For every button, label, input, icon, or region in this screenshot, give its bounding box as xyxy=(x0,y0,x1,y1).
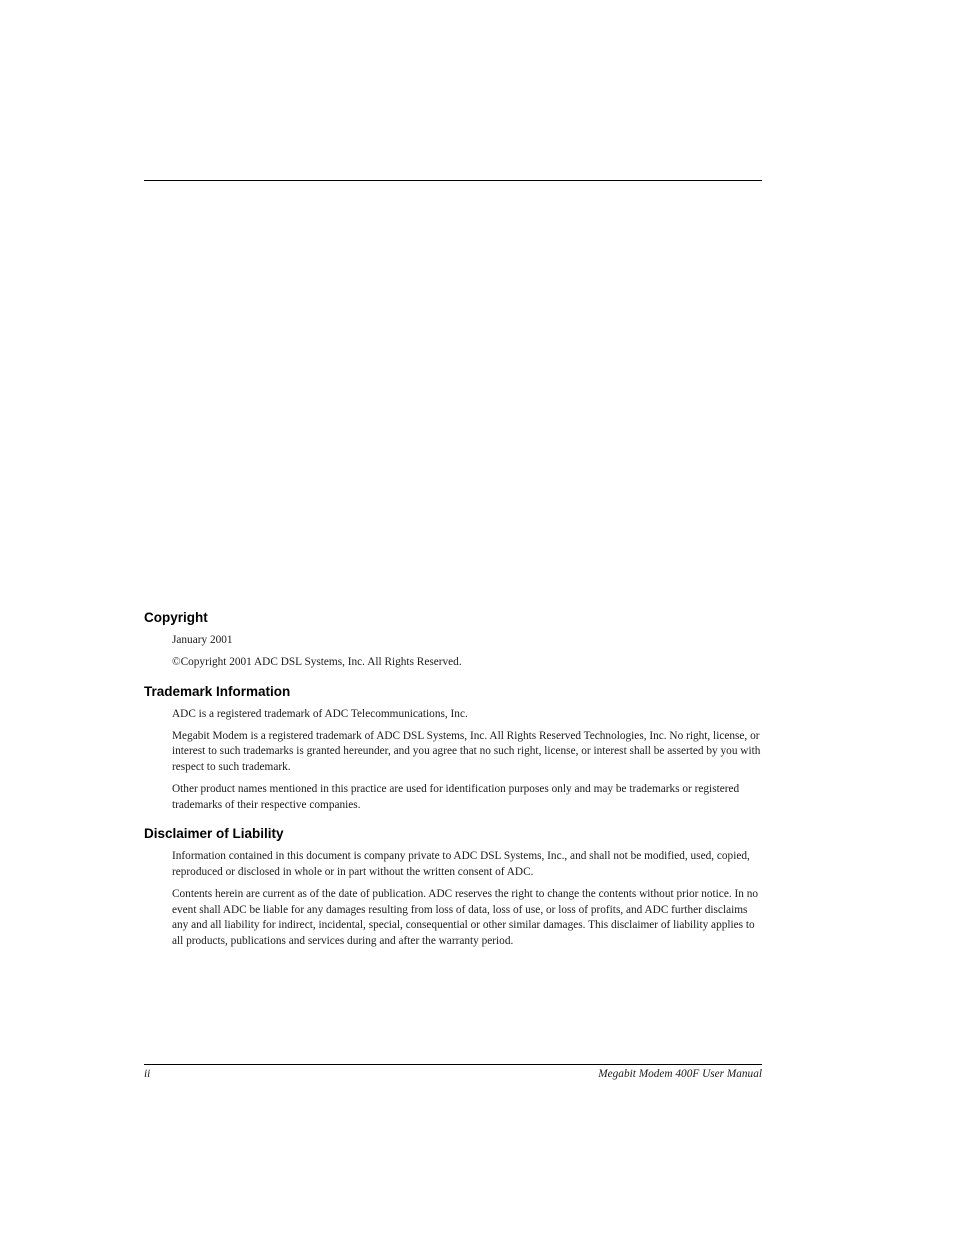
page-footer xyxy=(144,1068,762,1080)
trademark-section xyxy=(144,684,762,814)
manual-title: Megabit Modem 400F User Manual xyxy=(598,1068,762,1080)
disclaimer-section xyxy=(144,826,762,949)
page-content xyxy=(144,610,762,962)
trademark-paragraph-2: Megabit Modem is a registered trademark of ADC DSL Systems, Inc. All Rights Reserved Technologies, Inc. No right, license, or interest to such trademarks is granted hereunder, and you agree that no such right, license, or interest shall be asserted by you with respect to such trademark. xyxy=(172,729,761,773)
trademark-paragraph-3: Other product names mentioned in this practice are used for identification purposes only and may be trademarks or registered trademarks of their respective companies. xyxy=(172,783,740,811)
page-number: ii xyxy=(144,1068,151,1080)
disclaimer-paragraph-2: Contents herein are current as of the date of publication. ADC reserves the right to change the contents without prior notice. In no event shall ADC be liable for any damages resulting from loss of data, loss of use, or loss of profits, and ADC further disclaims any and all liability for indirect, incidental, special, consequential or other similar damages. This disclaimer of liability applies to all products, publications and services during and after the warranty period. xyxy=(172,887,759,947)
footer-rule xyxy=(144,1064,762,1065)
copyright-heading: Copyright xyxy=(144,610,208,625)
disclaimer-paragraph-1: Information contained in this document is company private to ADC DSL Systems, Inc., and shall not be modified, used, copied, reproduced or disclosed in whole or in part without the written consent of ADC. xyxy=(172,850,750,878)
disclaimer-heading: Disclaimer of Liability xyxy=(144,826,284,842)
trademark-paragraph-1: ADC is a registered trademark of ADC Telecommunications, Inc. xyxy=(172,707,468,720)
header-rule xyxy=(144,180,762,181)
copyright-date: January 2001 xyxy=(172,634,233,646)
copyright-notice: ©Copyright 2001 ADC DSL Systems, Inc. All Rights Reserved. xyxy=(172,656,462,669)
copyright-section xyxy=(144,610,762,671)
trademark-heading: Trademark Information xyxy=(144,683,291,699)
